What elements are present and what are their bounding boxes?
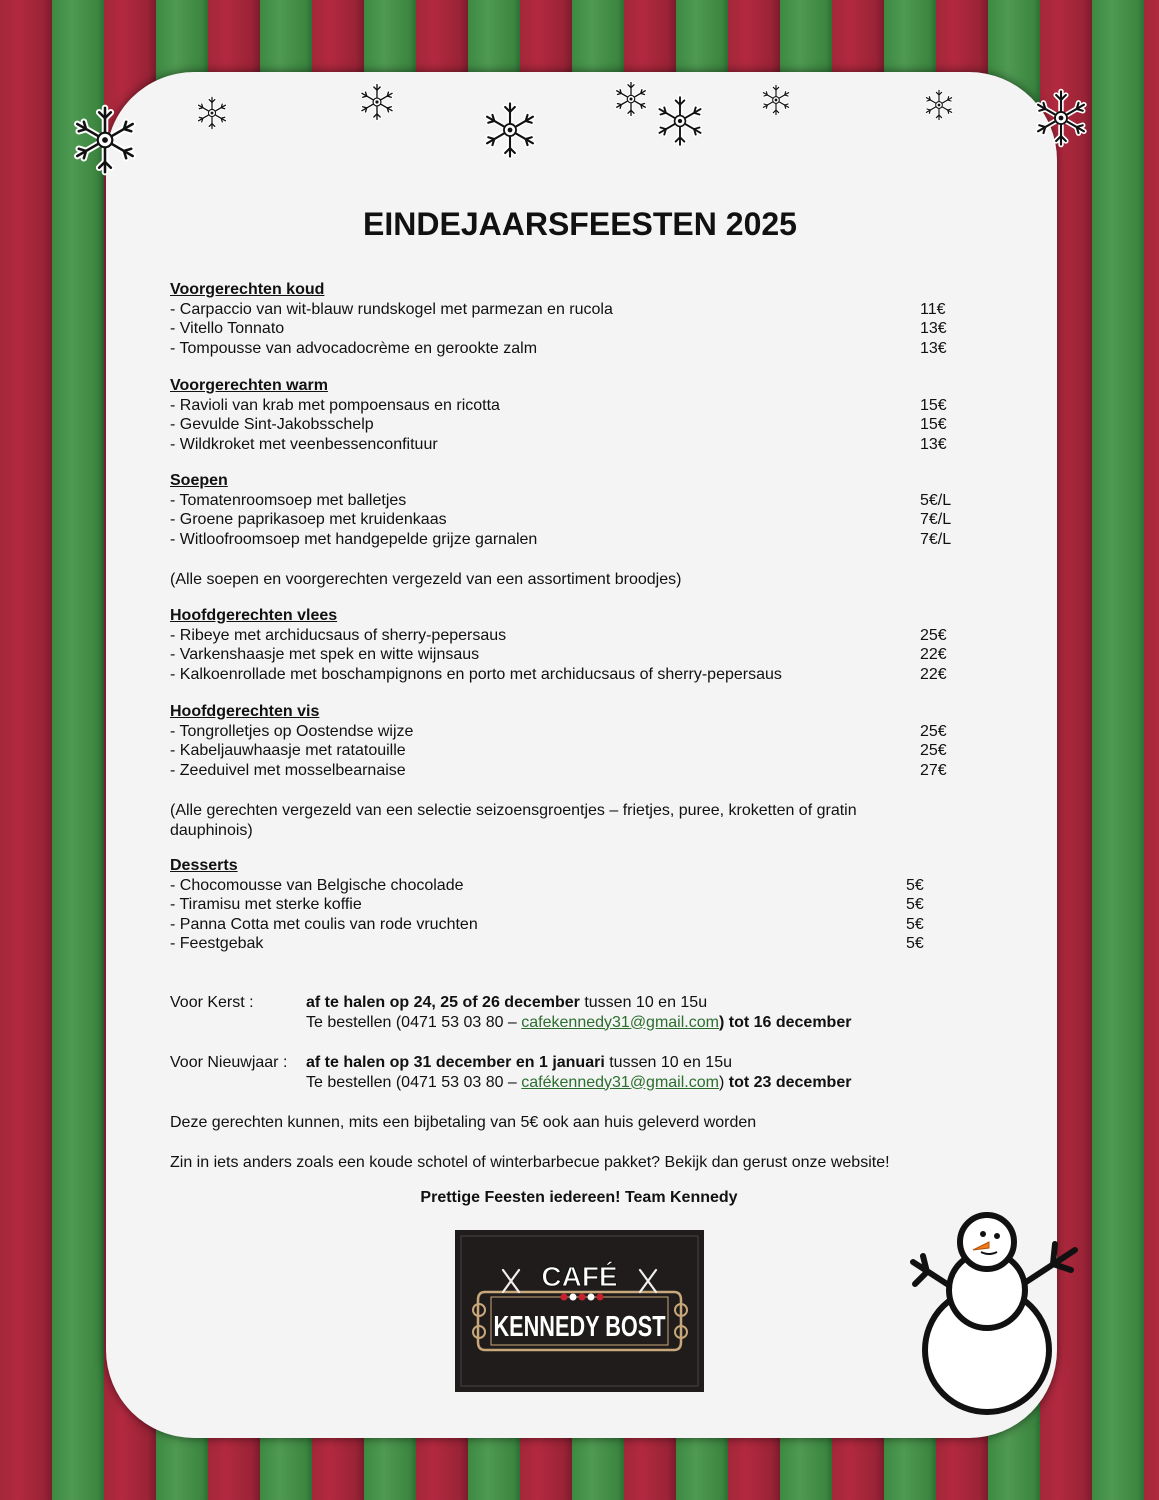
menu-item — [170, 895, 960, 915]
snowflake-icon — [613, 79, 649, 119]
cafe-logo — [455, 1230, 704, 1392]
item-name: - Gevulde Sint-Jakobsschelp — [170, 416, 374, 433]
order-phone: Te bestellen (0471 53 03 80 – — [306, 1013, 522, 1031]
snowflake-icon — [760, 82, 792, 118]
snowflake-icon — [481, 97, 539, 163]
item-price: 7€/L — [920, 530, 952, 548]
menu-item — [170, 435, 960, 455]
section-title: Hoofdgerechten vis — [170, 703, 320, 720]
item-name: - Kabeljauwhaasje met ratatouille — [170, 742, 406, 759]
section-title: Desserts — [170, 857, 238, 874]
menu-item — [170, 934, 960, 954]
order-label: Voor Kerst : — [170, 994, 254, 1011]
item-name: - Tomatenroomsoep met balletjes — [170, 491, 407, 509]
menu-item — [170, 915, 960, 935]
menu-item — [170, 645, 960, 665]
snowflake-icon — [923, 86, 955, 124]
item-price: 5€ — [906, 896, 924, 913]
snowman-illustration — [905, 1212, 1085, 1442]
item-price: 13€ — [920, 320, 947, 337]
item-name: - Tongrolletjes op Oostendse wijze — [170, 722, 414, 740]
order-label: Voor Nieuwjaar : — [170, 1054, 288, 1071]
item-name: - Panna Cotta met coulis van rode vruchten — [170, 915, 478, 933]
order-phone: Te bestellen (0471 53 03 80 – — [306, 1073, 522, 1091]
item-price: 22€ — [920, 665, 947, 683]
item-name: - Zeeduivel met mosselbearnaise — [170, 761, 406, 779]
menu-item — [170, 741, 960, 761]
item-price: 15€ — [920, 416, 947, 433]
item-name: - Kalkoenrollade met boschampignons en porto met archiducsaus of sherry-pepersaus — [170, 665, 782, 683]
menu-item — [170, 722, 960, 742]
section-hoofdgerechten-vlees — [170, 606, 960, 684]
page-title: EINDEJAARSFEESTEN 2025 — [363, 206, 797, 242]
section-voorgerechten-koud — [170, 280, 960, 358]
menu-item — [170, 491, 960, 511]
menu-item — [170, 319, 960, 339]
soups-note: (Alle soepen en voorgerechten vergezeld van een assortiment broodjes) — [170, 571, 682, 588]
menu-item — [170, 300, 960, 320]
item-price: 5€ — [906, 935, 924, 952]
section-desserts — [170, 856, 960, 954]
item-name: - Ravioli van krab met pompoensaus en ricotta — [170, 396, 500, 414]
menu-item — [170, 396, 960, 416]
menu-item — [170, 665, 960, 685]
section-title: Soepen — [170, 472, 228, 489]
item-price: 25€ — [920, 626, 947, 644]
item-price: 5€/L — [920, 491, 952, 509]
mains-note: (Alle gerechten vergezeld van een selectie seizoensgroentjes – frietjes, puree, kroketten of gratin dauphinois) — [170, 802, 857, 839]
logo-line1: CAFÉ — [541, 1261, 618, 1292]
item-price: 13€ — [920, 435, 947, 453]
menu-item — [170, 510, 960, 530]
order-close-paren: ) — [718, 1073, 725, 1091]
item-price: 11€ — [920, 300, 946, 318]
pickup-dates: af te halen op 24, 25 of 26 december — [306, 994, 580, 1011]
order-deadline: tot 23 december — [724, 1073, 852, 1091]
item-name: - Witloofroomsoep met handgepelde grijze garnalen — [170, 530, 538, 548]
snowflake-icon — [195, 95, 229, 131]
item-price: 22€ — [920, 646, 947, 663]
item-name: - Carpaccio van wit-blauw rundskogel met parmezan en rucola — [170, 300, 613, 318]
item-name: - Vitello Tonnato — [170, 320, 285, 337]
section-soepen — [170, 471, 960, 549]
snowflake-icon — [1032, 86, 1090, 150]
item-price: 15€ — [920, 396, 947, 414]
item-name: - Varkenshaasje met spek en witte wijnsaus — [170, 646, 480, 663]
item-name: - Wildkroket met veenbessenconfituur — [170, 435, 438, 453]
item-name: - Groene paprikasoep met kruidenkaas — [170, 511, 447, 528]
menu-item — [170, 415, 960, 435]
section-title: Voorgerechten warm — [170, 377, 328, 394]
menu-item — [170, 530, 960, 550]
item-price: 25€ — [920, 742, 947, 759]
section-title: Hoofdgerechten vlees — [170, 607, 338, 624]
logo-line2: KENNEDY BOST — [493, 1311, 666, 1343]
snowflake-icon — [70, 100, 140, 180]
snowflake-icon — [654, 92, 706, 150]
menu-item — [170, 761, 960, 781]
pickup-hours: tussen 10 en 15u — [604, 1054, 732, 1071]
item-price: 7€/L — [920, 511, 952, 528]
website-note: Zin in iets anders zoals een koude schotel of winterbarbecue pakket? Bekijk dan gerust onze website! — [170, 1154, 890, 1171]
menu-item — [170, 339, 960, 359]
item-price: 25€ — [920, 722, 947, 740]
item-price: 5€ — [906, 915, 924, 933]
snowflake-icon — [358, 80, 396, 124]
item-name: - Feestgebak — [170, 935, 264, 952]
email-link[interactable]: cafékennedy31@gmail.com — [521, 1073, 719, 1091]
section-voorgerechten-warm — [170, 376, 960, 454]
item-name: - Chocomousse van Belgische chocolade — [170, 876, 464, 894]
item-name: - Tompousse van advocadocrème en gerookte zalm — [170, 339, 538, 357]
item-price: 27€ — [920, 761, 947, 779]
pickup-dates: af te halen op 31 december en 1 januari — [306, 1054, 605, 1071]
closing-greeting: Prettige Feesten iedereen! Team Kennedy — [420, 1189, 738, 1206]
order-deadline: ) tot 16 december — [718, 1013, 852, 1031]
item-name: - Tiramisu met sterke koffie — [170, 896, 362, 913]
item-price: 13€ — [920, 339, 947, 357]
section-hoofdgerechten-vis — [170, 702, 960, 780]
menu-item — [170, 876, 960, 896]
item-price: 5€ — [906, 876, 924, 894]
section-title: Voorgerechten koud — [170, 281, 325, 298]
email-link[interactable]: cafekennedy31@gmail.com — [521, 1013, 719, 1031]
menu-item — [170, 626, 960, 646]
item-name: - Ribeye met archiducsaus of sherry-pepersaus — [170, 626, 507, 644]
delivery-note: Deze gerechten kunnen, mits een bijbetaling van 5€ ook aan huis geleverd worden — [170, 1114, 757, 1131]
pickup-hours: tussen 10 en 15u — [579, 994, 708, 1011]
